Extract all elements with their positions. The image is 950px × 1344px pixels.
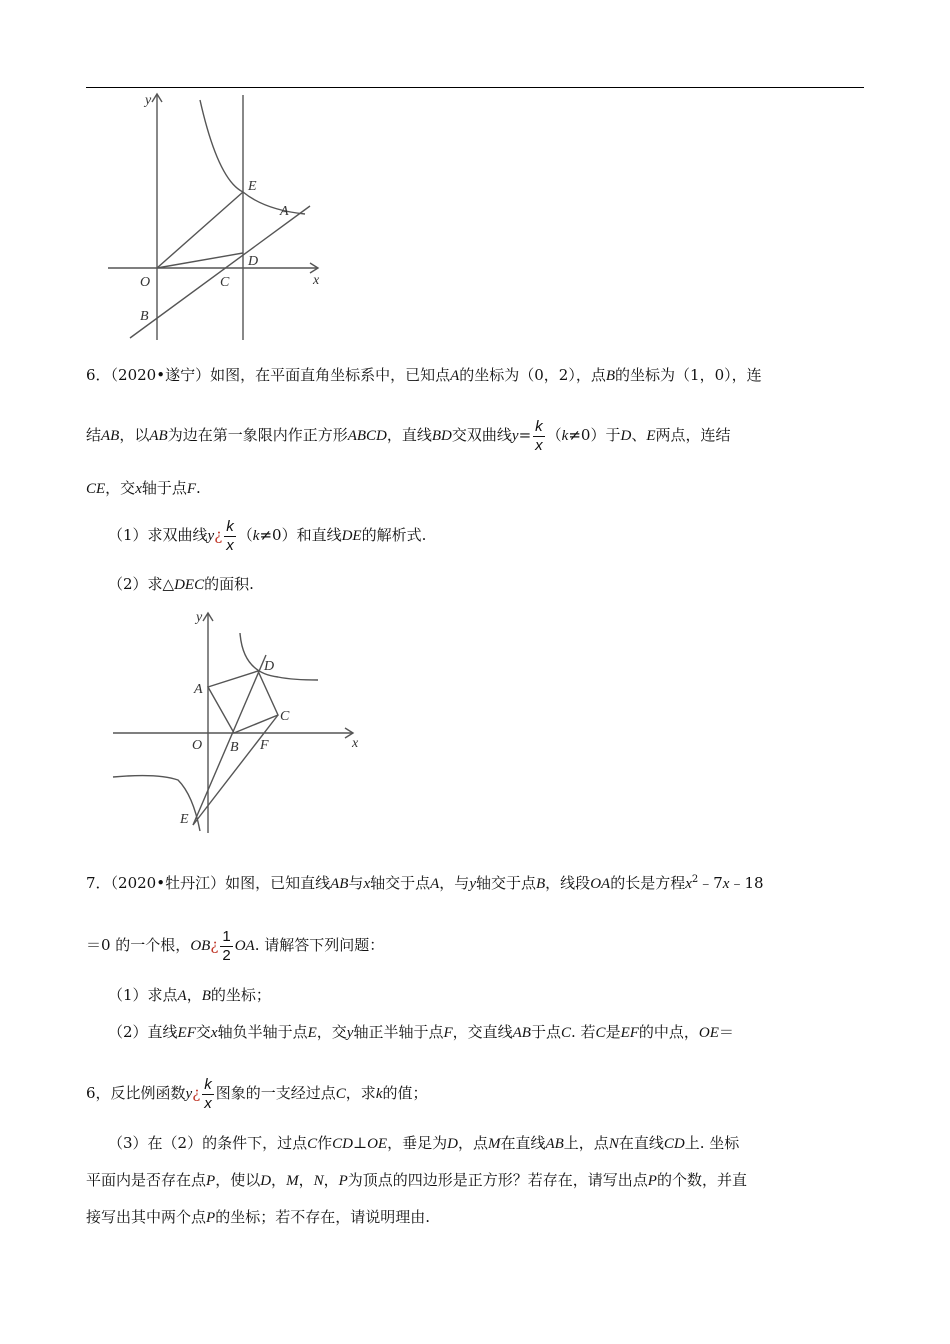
fig1-label-y: y [145, 93, 152, 108]
fig1-label-E: E [248, 179, 257, 194]
fig2-square-ABCD [208, 671, 278, 733]
fig2-label-B: B [230, 740, 239, 755]
fig1-segment-OE [157, 192, 243, 268]
fig2-label-E: E [180, 812, 189, 827]
q6-part-2: （2）求△DEC的面积. [108, 575, 254, 593]
q7-line-2: ＝0 的一个根，OB¿ $\frac{1}{2}$ OA. 请解答下列问题： [86, 927, 385, 964]
q7-part-3: （3）在（2）的条件下，过点C作CD⊥OE，垂足为D，点M在直线AB上，点N在直线CD上. 坐标 [108, 1134, 740, 1152]
fig1-hyperbola [200, 100, 305, 214]
q7-part-3-line-2: 平面内是否存在点P，使以D，M，N，P为顶点的四边形是正方形？若存在，请写出点P的个数，并直 [86, 1171, 747, 1189]
fig1-label-A: A [280, 204, 289, 219]
q7-part-2: （2）直线EF交x轴负半轴于点E，交y轴正半轴于点F，交直线AB于点C. 若C是EF的中点，OE＝ [108, 1023, 734, 1041]
fig1-label-C: C [220, 275, 230, 290]
figure-1 [100, 90, 340, 350]
fig1-label-x: x [313, 273, 320, 288]
q7-line-1: 7．（2020•牡丹江）如图，已知直线AB与x轴交于点A，与y轴交于点B，线段OA的长是方程$x^2﹣7x﹣18$ [86, 874, 764, 892]
fig1-label-O: O [140, 275, 151, 290]
q7-part-3-line-3: 接写出其中两个点P的坐标；若不存在，请说明理由. [86, 1208, 430, 1226]
figure-2 [108, 605, 368, 835]
fig2-label-C: C [280, 709, 290, 724]
q7-part-1: （1）求点A，B的坐标； [108, 986, 271, 1004]
q6-line-3: CE，交x轴于点F. [86, 479, 201, 497]
fig2-label-F: F [260, 738, 269, 753]
q6-line-1: 6．（2020•遂宁）如图，在平面直角坐标系中，已知点A的坐标为（0，2），点B的坐标为（1，0），连 [86, 366, 762, 384]
fig2-label-x: x [352, 736, 359, 751]
header-rule [86, 87, 864, 88]
q6-line-2: 结AB，以AB为边在第一象限内作正方形ABCD，直线BD交双曲线y= $\frac{k}{x}$ （k≠0）于D、E两点，连结 [86, 417, 731, 454]
fig2-label-A: A [194, 682, 203, 697]
fig2-label-y: y [196, 610, 203, 625]
q6-fraction: $\frac{k}{x}$ [535, 417, 543, 454]
fig2-label-D: D [264, 659, 275, 674]
q6-part-1: （1）求双曲线y¿ $\frac{k}{x}$ （k≠0）和直线DE的解析式. [108, 517, 427, 554]
q7-part-2-cont: 6，反比例函数y¿ $\frac{k}{x}$ 图象的一支经过点C，求k的值； [86, 1075, 428, 1112]
q7-p2-fraction: $\frac{k}{x}$ [204, 1075, 212, 1112]
fig2-line-EC [193, 715, 278, 825]
fig1-label-D: D [248, 254, 259, 269]
fig2-label-O: O [192, 738, 203, 753]
q7-half-fraction: $\frac{1}{2}$ [222, 927, 231, 964]
q6-p1-fraction: $\frac{k}{x}$ [226, 517, 234, 554]
fig1-label-B: B [140, 309, 149, 324]
fig1-segment-OD [157, 253, 243, 268]
